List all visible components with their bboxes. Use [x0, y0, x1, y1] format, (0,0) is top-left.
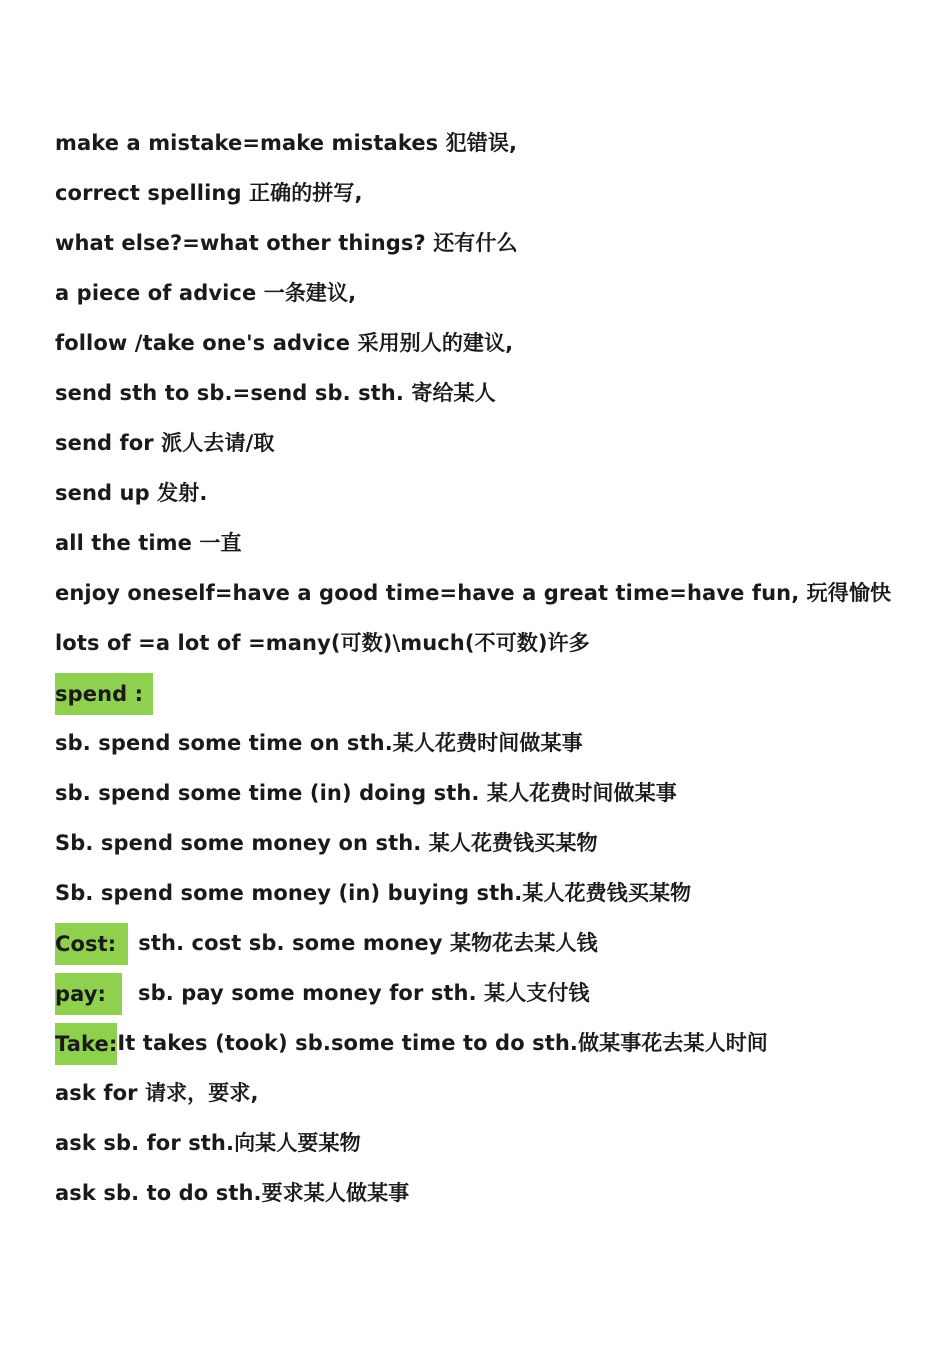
phrase-line-take: [55, 1018, 925, 1068]
phrase-text: correct spelling 正确的拼写,: [55, 181, 363, 205]
phrase-text: enjoy oneself=have a good time=have a great time=have fun, 玩得愉快: [55, 581, 892, 605]
highlighted-label: Cost:: [55, 923, 128, 965]
phrase-line: [55, 868, 925, 918]
phrase-line-cost: [55, 918, 925, 968]
phrase-line: [55, 168, 925, 218]
highlighted-label: spend :: [55, 673, 153, 715]
phrase-text: ask sb. to do sth.要求某人做某事: [55, 1181, 410, 1205]
phrase-text: send up 发射.: [55, 481, 208, 505]
phrase-line: [55, 718, 925, 768]
phrase-line: [55, 318, 925, 368]
phrase-text: send for 派人去请/取: [55, 431, 275, 455]
phrase-text: make a mistake=make mistakes 犯错误,: [55, 131, 518, 155]
phrase-text: Sb. spend some money on sth. 某人花费钱买某物: [55, 831, 598, 855]
phrase-text: lots of =a lot of =many(可数)\much(不可数)许多: [55, 631, 590, 655]
phrase-text: It takes (took) sb.some time to do sth.做某事花去某人时间: [117, 1031, 768, 1055]
phrase-text: ask for 请求，要求,: [55, 1081, 259, 1105]
phrase-line: [55, 118, 925, 168]
phrase-text: sb. spend some time on sth.某人花费时间做某事: [55, 731, 583, 755]
phrase-line: [55, 418, 925, 468]
phrase-line: [55, 568, 925, 618]
phrase-line: [55, 218, 925, 268]
phrase-text: sb. pay some money for sth. 某人支付钱: [138, 981, 590, 1005]
phrase-text: follow /take one's advice 采用别人的建议,: [55, 331, 514, 355]
phrase-line: [55, 518, 925, 568]
phrase-line-pay: [55, 968, 925, 1018]
phrase-text: Sb. spend some money (in) buying sth.某人花费钱买某物: [55, 881, 692, 905]
phrase-line: [55, 818, 925, 868]
phrase-line: [55, 1068, 925, 1118]
highlighted-label: pay:: [55, 973, 122, 1015]
phrase-text: ask sb. for sth.向某人要某物: [55, 1131, 361, 1155]
phrase-text: all the time 一直: [55, 531, 242, 555]
phrase-line: [55, 1168, 925, 1218]
phrase-text: sth. cost sb. some money 某物花去某人钱: [138, 931, 598, 955]
phrase-line: [55, 468, 925, 518]
phrase-text: a piece of advice 一条建议,: [55, 281, 357, 305]
phrase-text: what else?=what other things? 还有什么: [55, 231, 518, 255]
phrase-line: [55, 368, 925, 418]
phrase-line: [55, 768, 925, 818]
phrase-text: sb. spend some time (in) doing sth. 某人花费时间做某事: [55, 781, 677, 805]
section-heading-spend: [55, 668, 925, 718]
phrase-text: send sth to sb.=send sb. sth. 寄给某人: [55, 381, 496, 405]
highlighted-label: Take:: [55, 1023, 117, 1065]
phrase-line: [55, 1118, 925, 1168]
phrase-line: [55, 268, 925, 318]
phrase-line: [55, 618, 925, 668]
notes-page: [55, 118, 925, 1218]
